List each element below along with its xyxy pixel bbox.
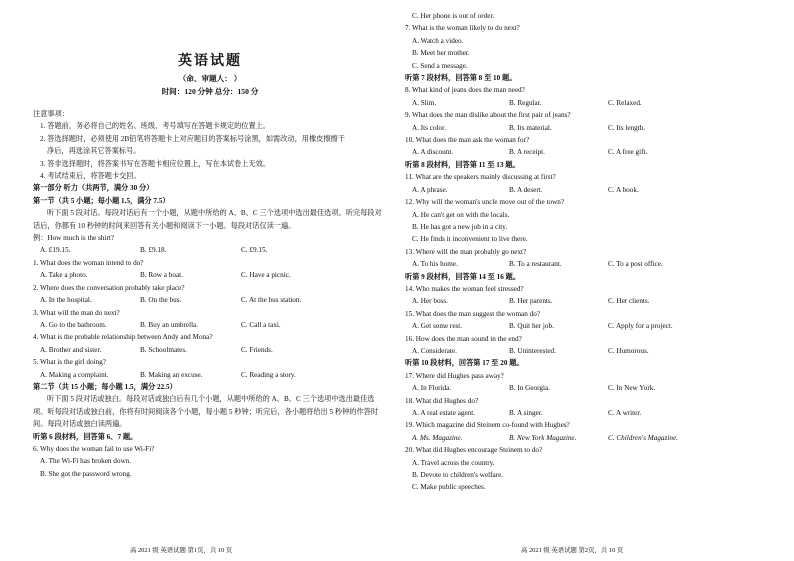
section1-heading: 第一节（共 5 小题；每小题 1.5，满分 7.5） [33, 196, 170, 205]
question-17: 17. Where did Hughes pass away? [405, 371, 504, 380]
question-13-options [405, 258, 786, 270]
option-b: B. Making an excuse. [140, 370, 203, 379]
material-9-heading: 听第 9 段材料，回答第 14 至 16 题。 [405, 272, 521, 281]
question-11: 11. What are the speakers mainly discussing at first? [405, 173, 556, 182]
question-20: 20. What did Hughes encourage Steinem to do? [405, 446, 543, 455]
question-6-option-b: B. She got the password wrong. [40, 469, 132, 478]
option-c: C. To a post office. [608, 260, 663, 269]
question-19: 19. Which magazine did Steinem co-found with Hughes? [405, 421, 570, 430]
option-b: B. Row a boat. [140, 271, 183, 280]
question-18-options [405, 407, 786, 419]
material-8-heading: 听第 8 段材料，回答第 11 至 13 题。 [405, 160, 520, 169]
question-7-option-b: B. Meet her mother. [412, 49, 470, 58]
question-20-option-a: A. Travel across the country. [412, 458, 495, 467]
option-a: A. Take a photo. [40, 271, 88, 280]
question-10: 10. What does the man ask the woman for? [405, 136, 530, 145]
option-b: B. New York Magazine. [509, 433, 577, 442]
option-a: A. Ms. Magazine. [412, 433, 463, 442]
question-10-options [405, 146, 786, 158]
material-6-heading: 听第 6 段材料，回答第 6、7 题。 [33, 432, 138, 441]
question-7: 7. What is the woman likely to do next? [405, 24, 520, 33]
exam-page-2 [397, 0, 794, 561]
option-c: C. A book. [608, 185, 639, 194]
question-6: 6. Why does the woman fail to use Wi-Fi? [33, 444, 155, 453]
question-4: 4. What is the probable relationship between Andy and Mona? [33, 333, 213, 342]
time-score-line: 时间：120 分钟 总分：150 分 [161, 87, 259, 96]
option-a: A. Brother and sister. [40, 345, 102, 354]
option-c: C. A writer. [608, 409, 642, 417]
option-b: B. A singer. [509, 409, 543, 417]
question-19-options [405, 432, 786, 444]
question-16: 16. How does the man sound in the end? [405, 334, 522, 343]
question-8-options [405, 97, 786, 109]
option-b: B. Quit her job. [509, 322, 554, 331]
notice-2: 2. 答选择题时，必须使用 2B铅笔将答题卡上对应题目的答案标号涂黑，如需改动，用橡皮擦擦干 [40, 134, 345, 143]
option-a: A. To his home. [412, 260, 458, 269]
example-options [33, 244, 387, 256]
option-a: A. A discount. [412, 148, 454, 157]
option-c: C. Have a picnic. [241, 271, 291, 280]
option-c: C. £9.15. [241, 246, 268, 255]
part1-heading: 第一部分 听力（共两节，满分 30 分） [33, 184, 154, 193]
question-9: 9. What does the man dislike about the first pair of jeans? [405, 111, 571, 120]
question-6-option-a: A. The Wi-Fi has broken down. [40, 457, 132, 466]
option-b: B. £9.18. [140, 246, 167, 255]
option-c: C. At the bus station. [241, 296, 302, 305]
question-15-options [405, 320, 786, 332]
question-3: 3. What will the man do next? [33, 308, 120, 317]
notice-2-cont: 净后，再选涂其它答案标号。 [47, 147, 141, 156]
option-c: C. Friends. [241, 345, 273, 354]
option-c: C. A free gift. [608, 148, 648, 157]
option-a: A. A phrase. [412, 185, 448, 194]
option-c: C. Humorous. [608, 346, 649, 355]
option-a: A. In the hospital. [40, 296, 92, 305]
question-12-option-a: A. He can't get on with the locals. [412, 210, 510, 219]
option-c: C. Apply for a project. [608, 322, 673, 331]
question-4-options [33, 344, 387, 356]
question-20-option-b: B. Devote to children's welfare. [412, 471, 504, 480]
question-20-option-c: C. Make public speeches. [412, 483, 486, 492]
question-6-option-c: C. Her phone is out of order. [412, 12, 495, 20]
material-10-heading: 听第 10 段材料，回答第 17 至 20 题。 [405, 359, 524, 368]
option-a: A. £19.15. [40, 246, 71, 255]
option-b: B. Regular. [509, 98, 542, 107]
option-a: A. Get some rest. [412, 322, 463, 331]
question-14-options [405, 295, 786, 307]
option-b: B. A desert. [509, 185, 543, 194]
option-b: B. Schoolmates. [140, 345, 187, 354]
option-b: B. To a restaurant. [509, 260, 562, 269]
question-5-options [33, 369, 387, 381]
question-2: 2. Where does the conversation probably take place? [33, 283, 185, 292]
option-a: A. Slim. [412, 98, 437, 107]
option-a: A. A real estate agent. [412, 409, 476, 417]
question-16-options [405, 345, 786, 357]
option-c: C. Its length. [608, 123, 646, 132]
exam-title: 英语试题 [178, 54, 242, 69]
question-7-option-a: A. Watch a video. [412, 36, 464, 45]
question-3-options [33, 319, 387, 331]
question-7-option-c: C. Send a message. [412, 61, 468, 70]
option-b: B. On the bus. [140, 296, 182, 305]
page-footer: 高 2021 级 英语试题 第1页，共 10 页 [130, 547, 233, 554]
question-18: 18. What did Hughes do? [405, 396, 479, 405]
page-footer: 高 2021 级 英语试题 第2页，共 10 页 [521, 547, 624, 554]
option-c: C. Her clients. [608, 297, 650, 306]
section2-instructions: 听下面 5 段对话或独白。每段对话或独白后有几个小题，从题中所给的 A、B、C 三个选项中选出最佳选项。听每段对话或独白前，你将有时间阅读各个小题，每小题 5 秒钟；听完后，各小题将给出 5 秒钟的作答时间。每段对话或独白读两遍。 [33, 395, 379, 429]
setter-line: （命、审题人： ） [178, 74, 242, 83]
option-a: A. Considerate. [412, 346, 457, 355]
option-c: C. Call a taxi. [241, 320, 281, 329]
question-9-options [405, 122, 786, 134]
option-b: B. A receipt. [509, 148, 545, 157]
question-1-options [33, 269, 387, 281]
option-b: B. In Georgia. [509, 384, 550, 393]
option-c: C. Children's Magazine. [608, 433, 678, 442]
notice-1: 1. 答题前，务必将自己的姓名、班级、考号填写在答题卡规定的位置上。 [40, 122, 271, 131]
question-2-options [33, 294, 387, 306]
notice-heading: 注意事项： [33, 110, 69, 118]
option-a: A. Her boss. [412, 297, 448, 306]
option-b: B. Her parents. [509, 297, 553, 306]
option-a: A. In Florida. [412, 384, 452, 393]
option-c: C. Relaxed. [608, 98, 642, 107]
notice-4: 4. 考试结束后，将答题卡交回。 [40, 172, 141, 181]
option-a: A. Making a complaint. [40, 370, 109, 379]
option-b: B. Uninterested. [509, 346, 556, 355]
material-7-heading: 听第 7 段材料，回答第 8 至 10 题。 [405, 74, 517, 83]
section2-heading: 第二节（共 15 小题；每小题 1.5，满分 22.5） [33, 382, 177, 391]
question-15: 15. What does the man suggest the woman do? [405, 309, 541, 318]
option-b: B. Buy an umbrella. [140, 320, 199, 329]
question-11-options [405, 184, 786, 196]
section1-instructions: 听下面 5 段对话。每段对话后有一个小题，从题中所给的 A、B、C 三个选项中选出最佳选项。听完每段对话后，你都有 10 秒钟的时间来回答有关小题和阅读下一小题。每段对话仅读一遍。 [33, 209, 382, 230]
question-12: 12. Why will the woman's uncle move out of the town? [405, 198, 565, 207]
option-a: A. Go to the bathroom. [40, 320, 107, 329]
option-c: C. Reading a story. [241, 370, 296, 379]
option-c: C. In New York. [608, 384, 656, 393]
example-question: 例：How much is the shirt? [33, 234, 115, 243]
option-a: A. Its color. [412, 123, 446, 132]
question-12-option-b: B. He has got a new job in a city. [412, 222, 508, 231]
notice-3: 3. 答非选择题时，将答案书写在答题卡相应位置上，写在本试卷上无效。 [40, 159, 271, 168]
question-14: 14. Who makes the woman feel stressed? [405, 284, 524, 293]
question-12-option-c: C. He finds it inconvenient to live there. [412, 235, 528, 244]
option-b: B. Its material. [509, 123, 552, 132]
question-8: 8. What kind of jeans does the man need? [405, 86, 525, 95]
question-17-options [405, 382, 786, 394]
question-5: 5. What is the girl doing? [33, 358, 106, 367]
question-1: 1. What does the woman intend to do? [33, 258, 144, 267]
question-13: 13. Where will the man probably go next? [405, 247, 527, 256]
